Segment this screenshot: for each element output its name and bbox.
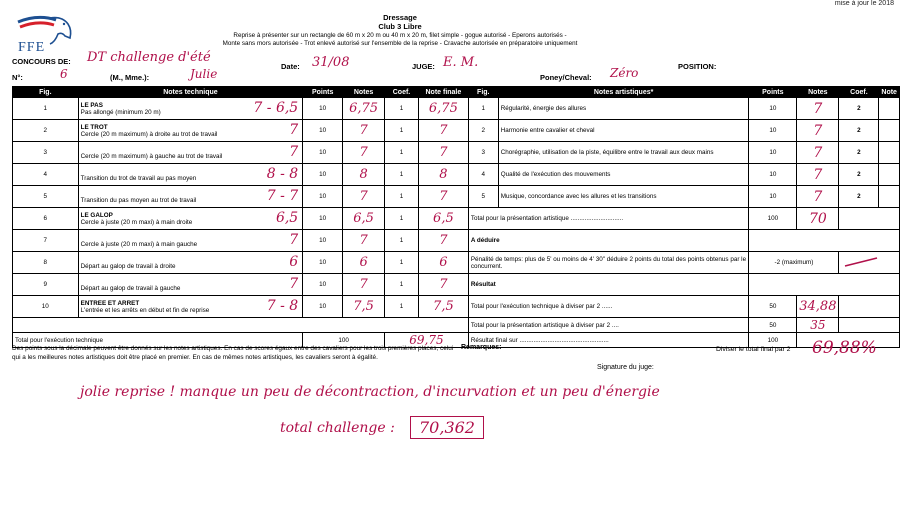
art-div-label: Total pour la présentation artistique à diviser par 2 ....	[468, 318, 749, 333]
points-cell: 10	[303, 98, 343, 120]
deduire-label: A déduire	[468, 230, 749, 252]
empty-cell	[839, 208, 900, 230]
coef-cell: 1	[385, 186, 419, 208]
col-header: Fig.	[13, 87, 79, 98]
fig-number: 2	[13, 120, 79, 142]
art-criterion: Régularité, énergie des allures	[498, 98, 749, 120]
judge-handwritten-score: 6,5	[275, 210, 299, 226]
col-header: Notes	[797, 87, 839, 98]
judge-handwritten-score: 8 - 8	[266, 166, 299, 182]
logo-text: FFE	[18, 40, 46, 55]
final-note-cell-hw: 6,5	[433, 211, 454, 226]
art-coef: 2	[839, 98, 879, 120]
art-final-note	[879, 186, 900, 208]
art-div-value	[797, 318, 839, 333]
total-art-value	[797, 208, 839, 230]
fig-number: 6	[13, 208, 79, 230]
coef-cell: 1	[385, 208, 419, 230]
note-cell	[343, 142, 385, 164]
judge-handwritten-score: 7 - 8	[266, 298, 299, 314]
movement-cell	[78, 230, 303, 252]
movement-title: ENTREE ET ARRET	[80, 299, 140, 307]
art-fig-number: 2	[468, 120, 498, 142]
art-note-hw: 7	[813, 144, 823, 161]
points-cell: 10	[303, 164, 343, 186]
num-label: N°:	[12, 73, 23, 82]
table-row	[13, 164, 900, 186]
final-note-cell	[418, 252, 468, 274]
movement-text: Cercle à juste (20 m maxi) à main droite	[80, 218, 193, 226]
fig-number: 9	[13, 274, 79, 296]
tech-div-label: Total pour l'exécution technique à diviser par 2 ......	[468, 296, 749, 318]
art-criterion: Chorégraphie, utilisation de la piste, équilibre entre le travail aux deux mains	[498, 142, 749, 164]
horse-value: Zéro	[610, 66, 639, 80]
art-coef: 2	[839, 120, 879, 142]
judge-handwritten-score: 7 - 6,5	[253, 100, 299, 116]
note-cell	[343, 186, 385, 208]
note-cell	[343, 274, 385, 296]
final-note-cell-hw: 6	[439, 255, 448, 270]
penalty-dash-mark	[841, 255, 881, 269]
movement-cell	[78, 296, 303, 318]
art-points: 10	[749, 98, 797, 120]
art-note-hw: 7	[813, 100, 823, 117]
table-header-row	[13, 87, 900, 98]
note-cell-hw: 6,5	[353, 211, 374, 226]
col-header: Notes technique	[78, 87, 303, 98]
movement-cell	[78, 98, 303, 120]
juge-value: E. M.	[443, 55, 479, 70]
note-cell-hw: 7	[359, 277, 368, 292]
note-cell-hw: 7,5	[353, 299, 374, 314]
note-cell	[343, 164, 385, 186]
judge-handwritten-score: 7 - 7	[266, 188, 299, 204]
movement-title: LE GALOP	[80, 211, 113, 219]
movement-text: Départ au galop de travail à gauche	[80, 285, 181, 292]
movement-cell	[78, 142, 303, 164]
table-row	[13, 208, 900, 230]
art-fig-number: 1	[468, 98, 498, 120]
table-row	[13, 230, 900, 252]
note-cell-hw: 7	[359, 233, 368, 248]
coef-cell: 1	[385, 142, 419, 164]
final-note-cell	[418, 186, 468, 208]
update-note: mise à jour le 2018	[834, 0, 894, 7]
note-cell-hw: 7	[359, 145, 368, 160]
judge-handwritten-score: 7	[289, 232, 299, 248]
final-percentage: 69,88%	[812, 338, 877, 358]
movement-text: Transition du pas moyen au trot de travail	[80, 197, 197, 204]
col-header: Coef.	[839, 87, 879, 98]
art-points: 10	[749, 142, 797, 164]
rider-label: (M., Mme.):	[110, 73, 150, 82]
art-note	[797, 164, 839, 186]
final-note-cell-hw: 7	[439, 145, 448, 160]
fig-number: 4	[13, 164, 79, 186]
concours-value: DT challenge d'été	[87, 50, 211, 65]
total-tech-label: Total pour l'exécution technique	[13, 333, 303, 348]
fig-number: 7	[13, 230, 79, 252]
art-final-note	[879, 120, 900, 142]
divide-final-label: Diviser le total final par 2	[716, 346, 791, 353]
table-row	[13, 120, 900, 142]
fig-number: 8	[13, 252, 79, 274]
movement-text: Départ au galop de travail à droite	[80, 263, 176, 270]
score-table	[12, 86, 900, 348]
judge-handwritten-score: 7	[289, 276, 299, 292]
movement-cell	[78, 252, 303, 274]
art-note	[797, 142, 839, 164]
coef-cell: 1	[385, 120, 419, 142]
final-note-cell-hw: 7	[439, 277, 448, 292]
fig-number: 10	[13, 296, 79, 318]
fig-number: 3	[13, 142, 79, 164]
date-label: Date:	[281, 62, 300, 71]
table-row	[13, 274, 900, 296]
resultat-label: Résultat	[468, 274, 749, 296]
col-header: Notes	[343, 87, 385, 98]
coef-cell: 1	[385, 98, 419, 120]
movement-cell	[78, 274, 303, 296]
concours-label: CONCOURS DE:	[12, 57, 71, 66]
art-note-hw: 7	[813, 188, 823, 205]
movement-cell	[78, 164, 303, 186]
art-fig-number: 5	[468, 186, 498, 208]
tech-div-points: 50	[749, 296, 797, 318]
final-note-cell	[418, 142, 468, 164]
movement-cell	[78, 120, 303, 142]
table-row	[13, 296, 900, 318]
art-points: 10	[749, 164, 797, 186]
points-cell: 10	[303, 142, 343, 164]
note-cell	[343, 230, 385, 252]
judge-handwritten-score: 6	[289, 254, 299, 270]
art-coef: 2	[839, 164, 879, 186]
note-cell-hw: 8	[359, 167, 368, 182]
col-header: Note finale	[418, 87, 468, 98]
coef-cell: 1	[385, 274, 419, 296]
note-cell	[343, 296, 385, 318]
art-note-hw: 7	[813, 166, 823, 183]
col-header: Coef.	[385, 87, 419, 98]
table-row	[13, 142, 900, 164]
date-value: 31/08	[312, 55, 350, 70]
coef-cell: 1	[385, 252, 419, 274]
points-cell: 10	[303, 274, 343, 296]
col-header: Notes artistiques*	[498, 87, 749, 98]
ffe-logo	[10, 12, 80, 62]
note-cell-hw: 7	[359, 123, 368, 138]
art-fig-number: 3	[468, 142, 498, 164]
art-criterion: Qualité de l'exécution des mouvements	[498, 164, 749, 186]
movement-text: Cercle (20 m maximum) à droite au trot de travail	[80, 130, 218, 138]
final-note-cell-hw: 7,5	[433, 299, 454, 314]
remarques-label: Remarques:	[461, 344, 502, 351]
judge-handwritten-score: 7	[289, 122, 299, 138]
note-cell-hw: 6,75	[349, 101, 379, 116]
coef-cell: 1	[385, 230, 419, 252]
table-row	[13, 318, 900, 333]
reprise-title: Dressage	[383, 13, 417, 22]
signature-label: Signature du juge:	[597, 364, 654, 371]
empty-cell	[749, 274, 900, 296]
note-cell-hw: 7	[359, 189, 368, 204]
coef-cell: 1	[385, 164, 419, 186]
final-note-cell	[418, 274, 468, 296]
movement-cell	[78, 208, 303, 230]
art-points: 10	[749, 186, 797, 208]
art-div-points: 50	[749, 318, 797, 333]
col-header: Points	[303, 87, 343, 98]
col-header: Points	[749, 87, 797, 98]
empty-cell	[749, 230, 900, 252]
reprise-rules-1: Reprise à présenter sur un rectangle de 60 m x 20 m ou 40 m x 20 m, filet simple - gogue autorisé - Eperons autorisés -	[233, 31, 567, 39]
art-note-hw: 7	[813, 122, 823, 139]
tiebreak-note: Des points sous la décimale peuvent être donnés sur les notes artistiques. En cas de scores égaux entre des cavaliers pour les trois premières places, celui qui a les meilleures notes artistiques doit être placé en premier. En cas de mêmes notes artistiques, les cavaliers seront à égalité.	[12, 345, 454, 362]
art-final-note	[879, 164, 900, 186]
tech-div-value	[797, 296, 839, 318]
art-note	[797, 98, 839, 120]
penalite-value: -2 (maximum)	[749, 252, 839, 274]
tech-div-value-hw: 34,88	[799, 299, 837, 314]
judge-comment: jolie reprise ! manque un peu de décontraction, d'incurvation et un peu d'énergie	[80, 384, 660, 400]
art-coef: 2	[839, 142, 879, 164]
final-note-cell-hw: 7	[439, 123, 448, 138]
art-coef: 2	[839, 186, 879, 208]
table-row	[13, 252, 900, 274]
final-note-cell-hw: 7	[439, 189, 448, 204]
points-cell: 10	[303, 252, 343, 274]
art-criterion: Musique, concordance avec les allures et les transitions	[498, 186, 749, 208]
final-note-cell	[418, 230, 468, 252]
coef-cell: 1	[385, 296, 419, 318]
total-tech-points: 100	[303, 333, 385, 348]
reprise-level: Club 3 Libre	[378, 21, 422, 31]
note-cell	[343, 208, 385, 230]
note-cell	[343, 252, 385, 274]
total-art-label: Total pour la présentation artistique ..............................	[468, 208, 749, 230]
final-note-cell-hw: 6,75	[428, 101, 458, 116]
movement-text: Cercle (20 m maximum) à gauche au trot de travail	[80, 153, 223, 160]
empty-cell	[839, 296, 900, 318]
col-header: Fig.	[468, 87, 498, 98]
penalite-entry	[839, 252, 900, 274]
penalite-label: Pénalité de temps: plus de 5' ou moins de 4' 30" déduire 2 points du total des points obtenus par le concurrent.	[468, 252, 749, 274]
final-note-cell	[418, 120, 468, 142]
final-note-cell	[418, 208, 468, 230]
art-note	[797, 120, 839, 142]
art-fig-number: 4	[468, 164, 498, 186]
fig-number: 5	[13, 186, 79, 208]
note-cell-hw: 6	[359, 255, 368, 270]
fig-number: 1	[13, 98, 79, 120]
final-note-cell	[418, 296, 468, 318]
movement-text: L'entrée et les arrêts en début et fin de reprise	[80, 306, 210, 314]
points-cell: 10	[303, 208, 343, 230]
total-tech-value-hw: 69,75	[409, 333, 444, 347]
final-note-cell	[418, 164, 468, 186]
final-result-points: 100	[749, 333, 797, 348]
art-points: 10	[749, 120, 797, 142]
challenge-total: 70,362	[410, 416, 484, 439]
art-note	[797, 186, 839, 208]
final-note-cell-hw: 8	[439, 167, 448, 182]
juge-label: JUGE:	[412, 62, 435, 71]
position-label: POSITION:	[678, 62, 717, 71]
points-cell: 10	[303, 120, 343, 142]
movement-text: Transition du trot de travail au pas moyen	[80, 175, 197, 182]
movement-title: LE PAS	[80, 101, 103, 109]
num-value: 6	[60, 67, 68, 81]
points-cell: 10	[303, 186, 343, 208]
final-note-cell-hw: 7	[439, 233, 448, 248]
challenge-label: total challenge :	[280, 420, 395, 436]
art-div-value-hw: 35	[810, 318, 826, 332]
note-cell	[343, 98, 385, 120]
reprise-header	[185, 14, 615, 49]
movement-cell	[78, 186, 303, 208]
art-final-note	[879, 142, 900, 164]
reprise-rules-2: Monte sans mors autorisée - Trot enlevé autorisé sur l'ensemble de la reprise - Cravache autorisée en préparatoire uniquement	[222, 40, 578, 48]
movement-title: LE TROT	[80, 123, 108, 131]
total-art-value-hw: 70	[808, 210, 827, 227]
final-result-label: Résultat final sur ...................................................	[468, 333, 749, 348]
art-final-note	[879, 98, 900, 120]
points-cell: 10	[303, 296, 343, 318]
art-criterion: Harmonie entre cavalier et cheval	[498, 120, 749, 142]
movement-text: Pas allongé (minimum 20 m)	[80, 108, 161, 116]
final-note-cell	[418, 98, 468, 120]
table-row	[13, 186, 900, 208]
points-cell: 10	[303, 230, 343, 252]
empty-cell	[13, 318, 469, 333]
total-art-points: 100	[749, 208, 797, 230]
rider-value: Julie	[190, 67, 218, 81]
note-cell	[343, 120, 385, 142]
table-row	[13, 98, 900, 120]
judge-handwritten-score: 7	[289, 144, 299, 160]
movement-text: Cercle à juste (20 m maxi) à main gauche	[80, 241, 198, 248]
col-header: Note	[879, 87, 900, 98]
horse-label: Poney/Cheval:	[540, 73, 592, 82]
empty-cell	[839, 318, 900, 333]
